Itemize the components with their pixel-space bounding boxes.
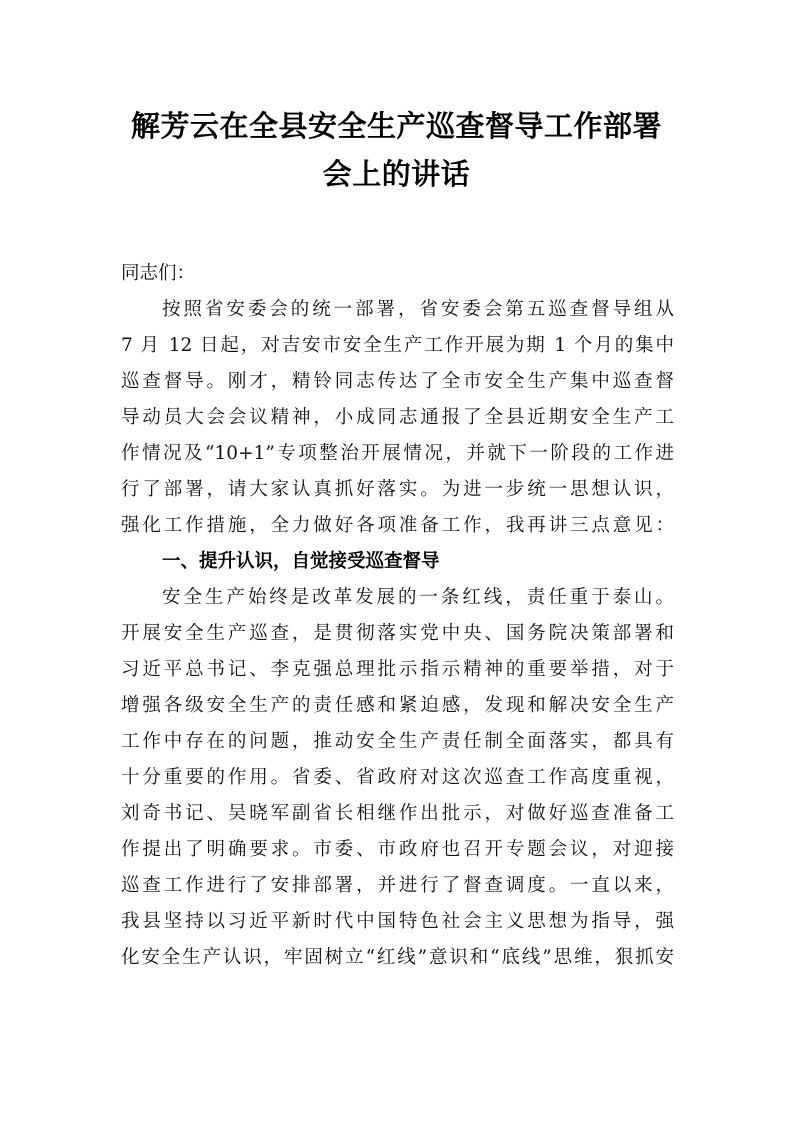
paragraph-2-line: 化安全生产认识，牢固树立“红线”意识和“底线”思维，狠抓安 <box>121 947 674 968</box>
paragraph-2-line: 习近平总书记、李克强总理批示指示精神的重要举措，对于 <box>121 659 674 680</box>
paragraph-1-line: 巡查督导。刚才，精铃同志传达了全市安全生产集中巡查督 <box>121 371 674 392</box>
paragraph-1-line: 7 月 12 日起，对吉安市安全生产工作开展为期 1 个月的集中 <box>121 335 674 356</box>
paragraph-2-line: 十分重要的作用。省委、省政府对这次巡查工作高度重视， <box>121 767 674 788</box>
paragraph-2-line: 作提出了明确要求。市委、市政府也召开专题会议，对迎接 <box>121 839 674 860</box>
paragraph-2-line: 刘奇书记、吴晓军副省长相继作出批示，对做好巡查准备工 <box>121 803 674 824</box>
paragraph-2-line: 巡查工作进行了安排部署，并进行了督查调度。一直以来， <box>121 875 674 896</box>
section-1-heading: 一、提升认识，自觉接受巡查督导 <box>162 551 440 572</box>
paragraph-1-line: 按照省安委会的统一部署，省安委会第五巡查督导组从 <box>162 299 674 320</box>
paragraph-1-line: 导动员大会会议精神，小成同志通报了全县近期安全生产工 <box>121 407 674 428</box>
paragraph-1-line: 作情况及“10+1”专项整治开展情况，并就下一阶段的工作进 <box>121 443 674 464</box>
paragraph-2-line: 增强各级安全生产的责任感和紧迫感，发现和解决安全生产 <box>121 695 674 716</box>
paragraph-1-line: 行了部署，请大家认真抓好落实。为进一步统一思想认识， <box>121 479 674 500</box>
paragraph-2-line: 开展安全生产巡查，是贯彻落实党中央、国务院决策部署和 <box>121 623 674 644</box>
paragraph-2-line: 安全生产始终是改革发展的一条红线，责任重于泰山。 <box>162 587 674 608</box>
document-title-line-2: 会上的讲话 <box>322 157 471 191</box>
document-title-line-1: 解芳云在全县安全生产巡查督导工作部署 <box>130 109 662 143</box>
salutation: 同志们： <box>121 263 196 284</box>
paragraph-2-line: 工作中存在的问题，推动安全生产责任制全面落实，都具有 <box>121 731 674 752</box>
paragraph-1-line: 强化工作措施，全力做好各项准备工作，我再讲三点意见： <box>121 515 674 536</box>
paragraph-2-line: 我县坚持以习近平新时代中国特色社会主义思想为指导，强 <box>121 911 674 932</box>
